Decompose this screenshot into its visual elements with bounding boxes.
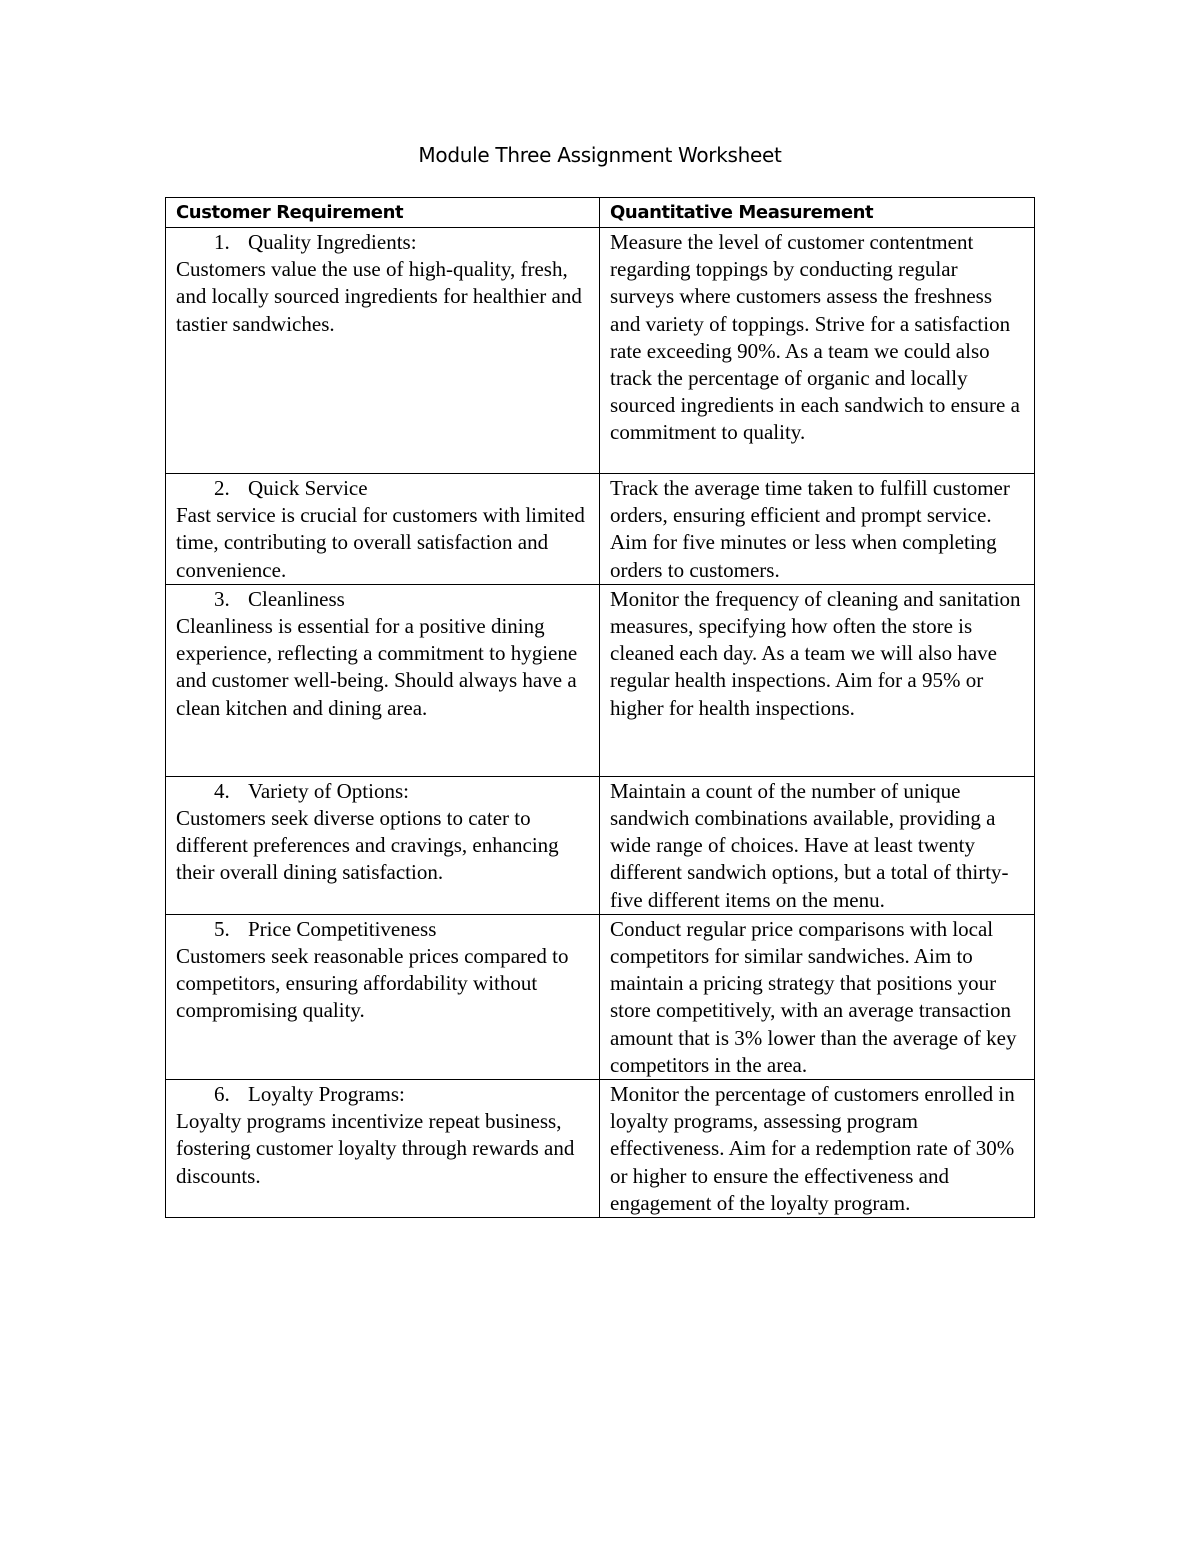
requirement-heading [176, 778, 591, 805]
requirement-description: Loyalty programs incentivize repeat business, fostering customer loyalty through rewards and discounts. [176, 1109, 575, 1188]
requirement-cell [166, 1080, 600, 1218]
requirement-cell [166, 228, 600, 474]
table-row [166, 776, 1035, 914]
measurement-cell: Track the average time taken to fulfill customer orders, ensuring efficient and prompt service. Aim for five minutes or less when completing orders to customers. [600, 474, 1035, 585]
requirement-name: Quick Service [248, 476, 368, 500]
header-customer-requirement: Customer Requirement [166, 198, 600, 228]
measurement-cell: Maintain a count of the number of unique sandwich combinations available, providing a wide range of choices. Have at least twenty different sandwich options, but a total of thirty-five different items on the menu. [600, 776, 1035, 914]
requirement-cell [166, 914, 600, 1079]
requirement-heading [176, 229, 591, 256]
header-quantitative-measurement: Quantitative Measurement [600, 198, 1035, 228]
requirement-heading [176, 916, 591, 943]
requirement-number: 2. [214, 476, 230, 500]
requirement-description: Customers value the use of high-quality, fresh, and locally sourced ingredients for healthier and tastier sandwiches. [176, 257, 582, 336]
requirement-number: 6. [214, 1082, 230, 1107]
requirement-number: 1. [214, 230, 230, 254]
requirement-name: Variety of Options: [248, 778, 409, 803]
requirement-description: Customers seek diverse options to cater to different preferences and cravings, enhancing their overall dining satisfaction. [176, 806, 559, 885]
requirement-description: Fast service is crucial for customers with limited time, contributing to overall satisfaction and convenience. [176, 503, 585, 582]
requirement-name: Cleanliness [248, 586, 345, 611]
measurement-cell: Conduct regular price comparisons with local competitors for similar sandwiches. Aim to maintain a pricing strategy that positions your store competitively, with an average transaction amount that is 3% lower than the average of key competitors in the area. [600, 914, 1035, 1079]
measurement-cell: Monitor the percentage of customers enrolled in loyalty programs, assessing program effectiveness. Aim for a redemption rate of 30% or higher to ensure the effectiveness and engagement of the loyalty program. [600, 1080, 1035, 1218]
requirement-heading [176, 475, 591, 502]
requirement-number: 5. [214, 916, 230, 941]
requirement-name: Price Competitiveness [248, 916, 437, 941]
table-row [166, 584, 1035, 776]
measurement-cell: Monitor the frequency of cleaning and sanitation measures, specifying how often the store is cleaned each day. As a team we will also have regular health inspections. Aim for a 95% or higher for health inspections. [600, 584, 1035, 776]
table-row [166, 228, 1035, 474]
table-row [166, 1080, 1035, 1218]
requirement-number: 4. [214, 778, 230, 803]
requirement-cell [166, 474, 600, 585]
measurement-cell: Measure the level of customer contentment regarding toppings by conducting regular surveys where customers assess the freshness and variety of toppings. Strive for a satisfaction rate exceeding 90%. As a team we could also track the percentage of organic and locally sourced ingredients in each sandwich to ensure a commitment to quality. [600, 228, 1035, 474]
requirement-number: 3. [214, 586, 230, 611]
requirement-name: Loyalty Programs: [248, 1082, 405, 1107]
table-row [166, 474, 1035, 585]
requirement-description: Customers seek reasonable prices compared to competitors, ensuring affordability without compromising quality. [176, 944, 569, 1023]
worksheet-table [165, 197, 1035, 1218]
table-header-row [166, 198, 1035, 228]
requirement-name: Quality Ingredients: [248, 230, 417, 254]
requirement-cell [166, 584, 600, 776]
requirement-cell [166, 776, 600, 914]
requirement-heading [176, 586, 591, 613]
requirement-description: Cleanliness is essential for a positive dining experience, reflecting a commitment to hygiene and customer well-being. Should always have a clean kitchen and dining area. [176, 614, 578, 720]
table-row [166, 914, 1035, 1079]
requirement-heading [176, 1081, 591, 1108]
page-title: Module Three Assignment Worksheet [418, 143, 782, 167]
